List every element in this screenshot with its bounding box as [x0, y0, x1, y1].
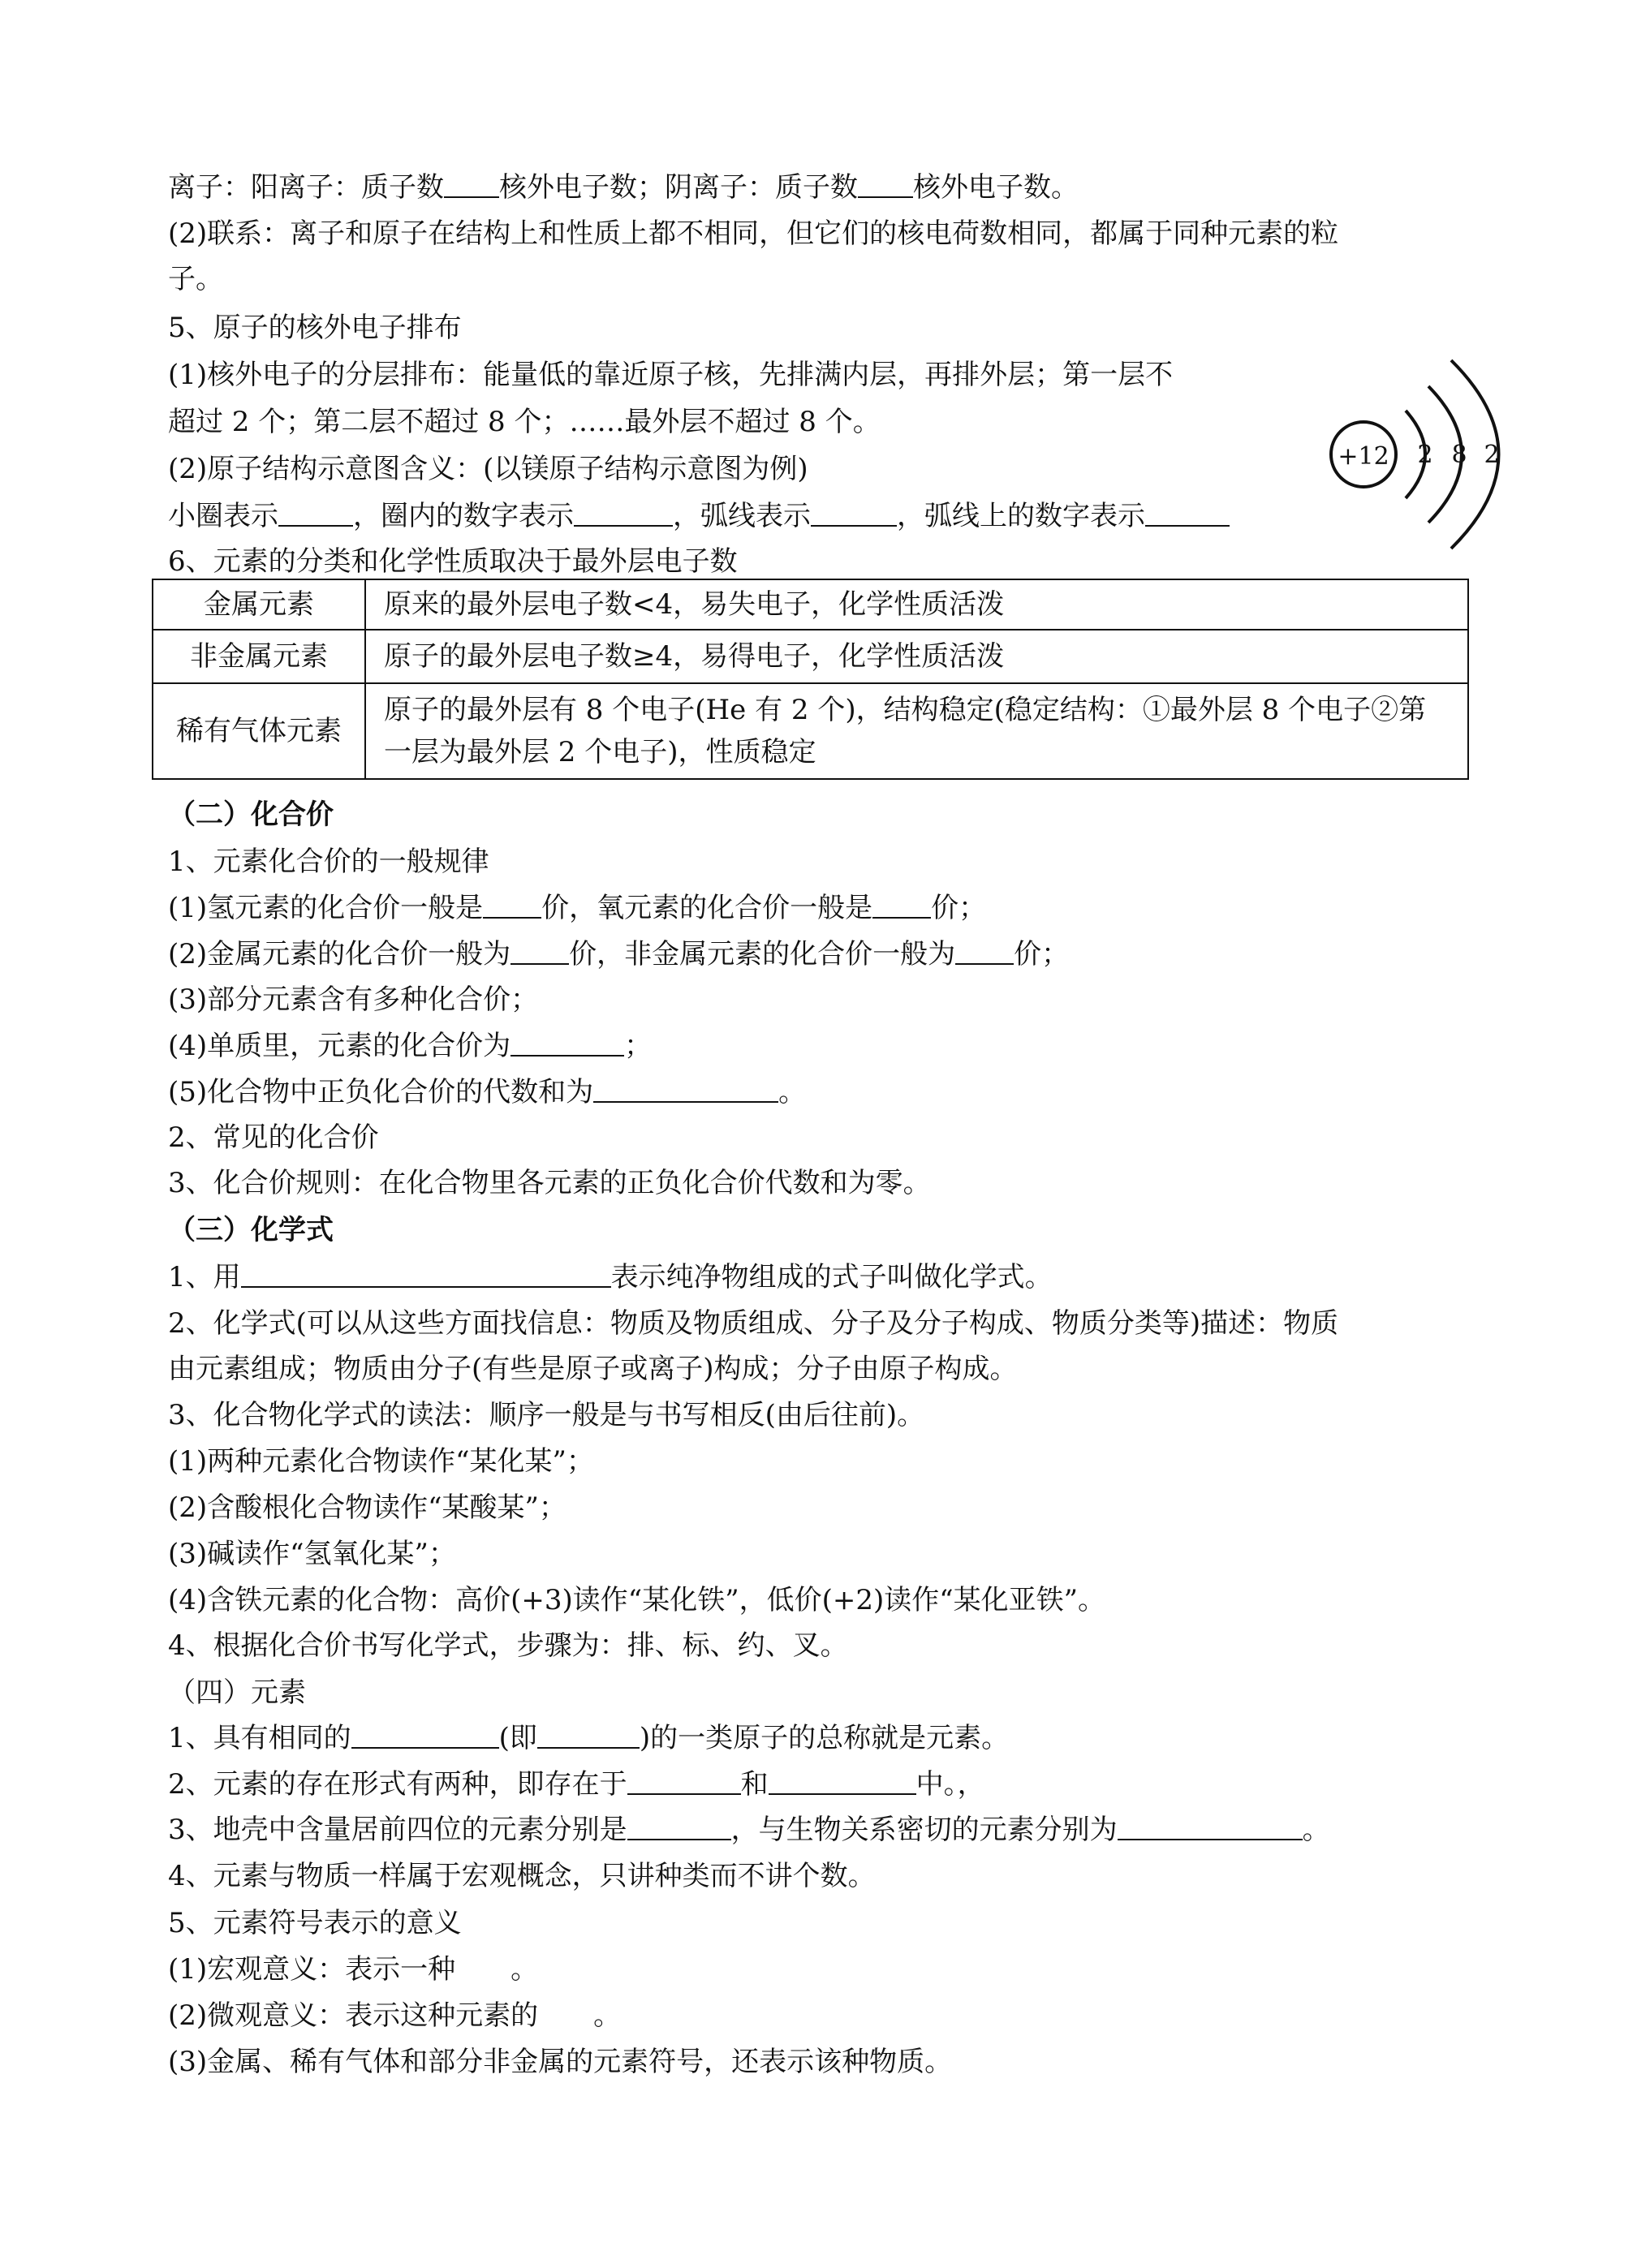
- element-abundance: [168, 1809, 1330, 1851]
- section-5-title: 5、原子的核外电子排布: [168, 312, 462, 344]
- text: 和: [740, 1768, 769, 1801]
- text: 3、地壳中含量居前四位的元素分别是: [168, 1814, 627, 1846]
- text: )的一类原子的总称就是元素。: [639, 1722, 1010, 1754]
- heading-element: （四）元素: [168, 1676, 306, 1709]
- shell-1-count: 2: [1417, 441, 1433, 469]
- fill-blank: [858, 172, 913, 198]
- s5-diagram-blanks: [168, 495, 1230, 537]
- text: 2、元素的存在形式有两种，即存在于: [168, 1768, 627, 1801]
- formula-reading-1: (1)两种元素化合物读作“某化某”；: [168, 1445, 594, 1478]
- table-row: [153, 683, 1468, 779]
- text: ，弧线表示: [673, 500, 811, 532]
- text: ；: [624, 1030, 653, 1062]
- text: ，圈内的数字表示: [353, 500, 574, 532]
- symbol-micro-meaning: (2)微观意义：表示这种元素的 。: [168, 1999, 622, 2032]
- magnesium-atom-diagram: [1323, 349, 1510, 552]
- text: 价，非金属元素的化合价一般为: [569, 938, 956, 970]
- formula-writing-steps: 4、根据化合价书写化学式，步骤为：排、标、约、叉。: [168, 1629, 848, 1662]
- fill-blank: [483, 893, 541, 919]
- text: (1)氢元素的化合价一般是: [168, 892, 484, 924]
- text: (5)化合物中正负化合价的代数和为: [168, 1076, 594, 1108]
- fill-blank: [1145, 501, 1230, 527]
- text: (4)单质里，元素的化合价为: [168, 1030, 511, 1062]
- fill-blank: [1118, 1814, 1303, 1840]
- section-6-title: 6、元素的分类和化学性质取决于最外层电子数: [168, 545, 738, 578]
- shell-3-count: 2: [1484, 441, 1500, 469]
- text: ，与生物关系密切的元素分别为: [730, 1814, 1118, 1846]
- text: 。: [1302, 1814, 1330, 1846]
- element-concept: 4、元素与物质一样属于宏观概念，只讲种类而不讲个数。: [168, 1860, 876, 1892]
- valence-rule-1: [168, 887, 986, 929]
- table-row: [153, 579, 1468, 630]
- fill-blank: [627, 1769, 741, 1795]
- text: (2)金属元素的化合价一般为: [168, 938, 511, 970]
- valence-rule-4: [168, 1025, 652, 1067]
- symbol-substance-meaning: (3)金属、稀有气体和部分非金属的元素符号，还表示该种物质。: [168, 2046, 953, 2078]
- element-type-cell: 非金属元素: [153, 630, 365, 683]
- text: 价；: [1014, 938, 1070, 970]
- formula-reading-2: (2)含酸根化合物读作“某酸某”；: [168, 1491, 566, 1524]
- text: 核外电子数；阴离子：质子数: [499, 171, 858, 204]
- element-desc-cell: 原来的最外层电子数<4，易失电子，化学性质活泼: [365, 579, 1468, 630]
- common-valence: 2、常见的化合价: [168, 1121, 379, 1154]
- ion-definition-line: [168, 166, 1079, 209]
- formula-reading: 3、化合物化学式的读法：顺序一般是与书写相反(由后往前)。: [168, 1399, 925, 1431]
- element-type-cell: 金属元素: [153, 579, 365, 630]
- text: 核外电子数。: [913, 171, 1079, 204]
- valence-rule-2: [168, 933, 1069, 975]
- formula-meaning-1: 2、化学式(可以从这些方面找信息：物质及物质组成、分子及分子构成、物质分类等)描述：物质: [168, 1307, 1339, 1340]
- fill-blank: [872, 893, 931, 919]
- element-type-cell: 稀有气体元素: [153, 683, 365, 779]
- valence-rule-3: (3)部分元素含有多种化合价；: [168, 983, 539, 1016]
- element-desc-cell: 原子的最外层电子数≥4，易得电子，化学性质活泼: [365, 630, 1468, 683]
- text: 1、用: [168, 1261, 241, 1293]
- fill-blank: [627, 1814, 731, 1840]
- fill-blank: [241, 1262, 611, 1288]
- element-def: [168, 1717, 1009, 1759]
- text: 小圈表示: [168, 500, 278, 532]
- table-row: [153, 630, 1468, 683]
- fill-blank: [510, 1031, 624, 1057]
- fill-blank: [593, 1077, 778, 1103]
- text: 1、具有相同的: [168, 1722, 351, 1754]
- formula-reading-3: (3)碱读作“氢氧化某”；: [168, 1538, 456, 1570]
- fill-blank: [811, 501, 897, 527]
- text: 价，氧元素的化合价一般是: [541, 892, 873, 924]
- relation-line-2: 子。: [168, 263, 223, 295]
- text: ，弧线上的数字表示: [897, 500, 1145, 532]
- text: 离子：阳离子：质子数: [168, 171, 444, 204]
- fill-blank: [955, 939, 1014, 965]
- fill-blank: [278, 501, 353, 527]
- formula-reading-4: (4)含铁元素的化合物：高价(+3)读作“某化铁”，低价(+2)读作“某化亚铁”。: [168, 1584, 1105, 1616]
- valence-rule-5: [168, 1071, 806, 1113]
- formula-meaning-2: 由元素组成；物质由分子(有些是原子或离子)构成；分子由原子构成。: [168, 1353, 1018, 1385]
- fill-blank: [769, 1769, 916, 1795]
- relation-line-1: (2)联系：离子和原子在结构上和性质上都不相同，但它们的核电荷数相同，都属于同种元素的粒: [168, 217, 1339, 250]
- symbol-meaning-title: 5、元素符号表示的意义: [168, 1907, 462, 1939]
- text: (即: [498, 1722, 537, 1754]
- nucleus-charge: +12: [1338, 442, 1389, 471]
- fill-blank: [510, 939, 569, 965]
- symbol-macro-meaning: (1)宏观意义：表示一种 。: [168, 1953, 539, 1986]
- text: 价；: [931, 892, 987, 924]
- fill-blank: [574, 501, 673, 527]
- element-desc-cell: 原子的最外层有 8 个电子(He 有 2 个)，结构稳定(稳定结构：①最外层 8 个电子②第一层为最外层 2 个电子)，性质稳定: [365, 683, 1468, 779]
- shell-2-count: 8: [1451, 441, 1467, 469]
- s5-layer-rule-1: (1)核外电子的分层排布：能量低的靠近原子核，先排满内层，再排外层；第一层不: [168, 359, 1174, 391]
- text: 中。，: [915, 1768, 985, 1801]
- s5-diagram-meaning: (2)原子结构示意图含义：(以镁原子结构示意图为例): [168, 453, 808, 485]
- element-forms: [168, 1763, 985, 1805]
- valence-law: 3、化合价规则：在化合物里各元素的正负化合价代数和为零。: [168, 1167, 931, 1199]
- formula-def: [168, 1256, 1053, 1298]
- heading-valence: （二）化合价: [168, 798, 334, 831]
- valence-rules-title: 1、元素化合价的一般规律: [168, 846, 489, 878]
- text: 。: [778, 1076, 807, 1108]
- fill-blank: [444, 172, 499, 198]
- fill-blank: [351, 1723, 499, 1749]
- heading-formula: （三）化学式: [168, 1214, 334, 1246]
- text: 表示纯净物组成的式子叫做化学式。: [610, 1261, 1053, 1293]
- fill-blank: [537, 1723, 640, 1749]
- s5-layer-rule-2: 超过 2 个；第二层不超过 8 个；……最外层不超过 8 个。: [168, 406, 881, 438]
- element-classification-table: [152, 579, 1469, 780]
